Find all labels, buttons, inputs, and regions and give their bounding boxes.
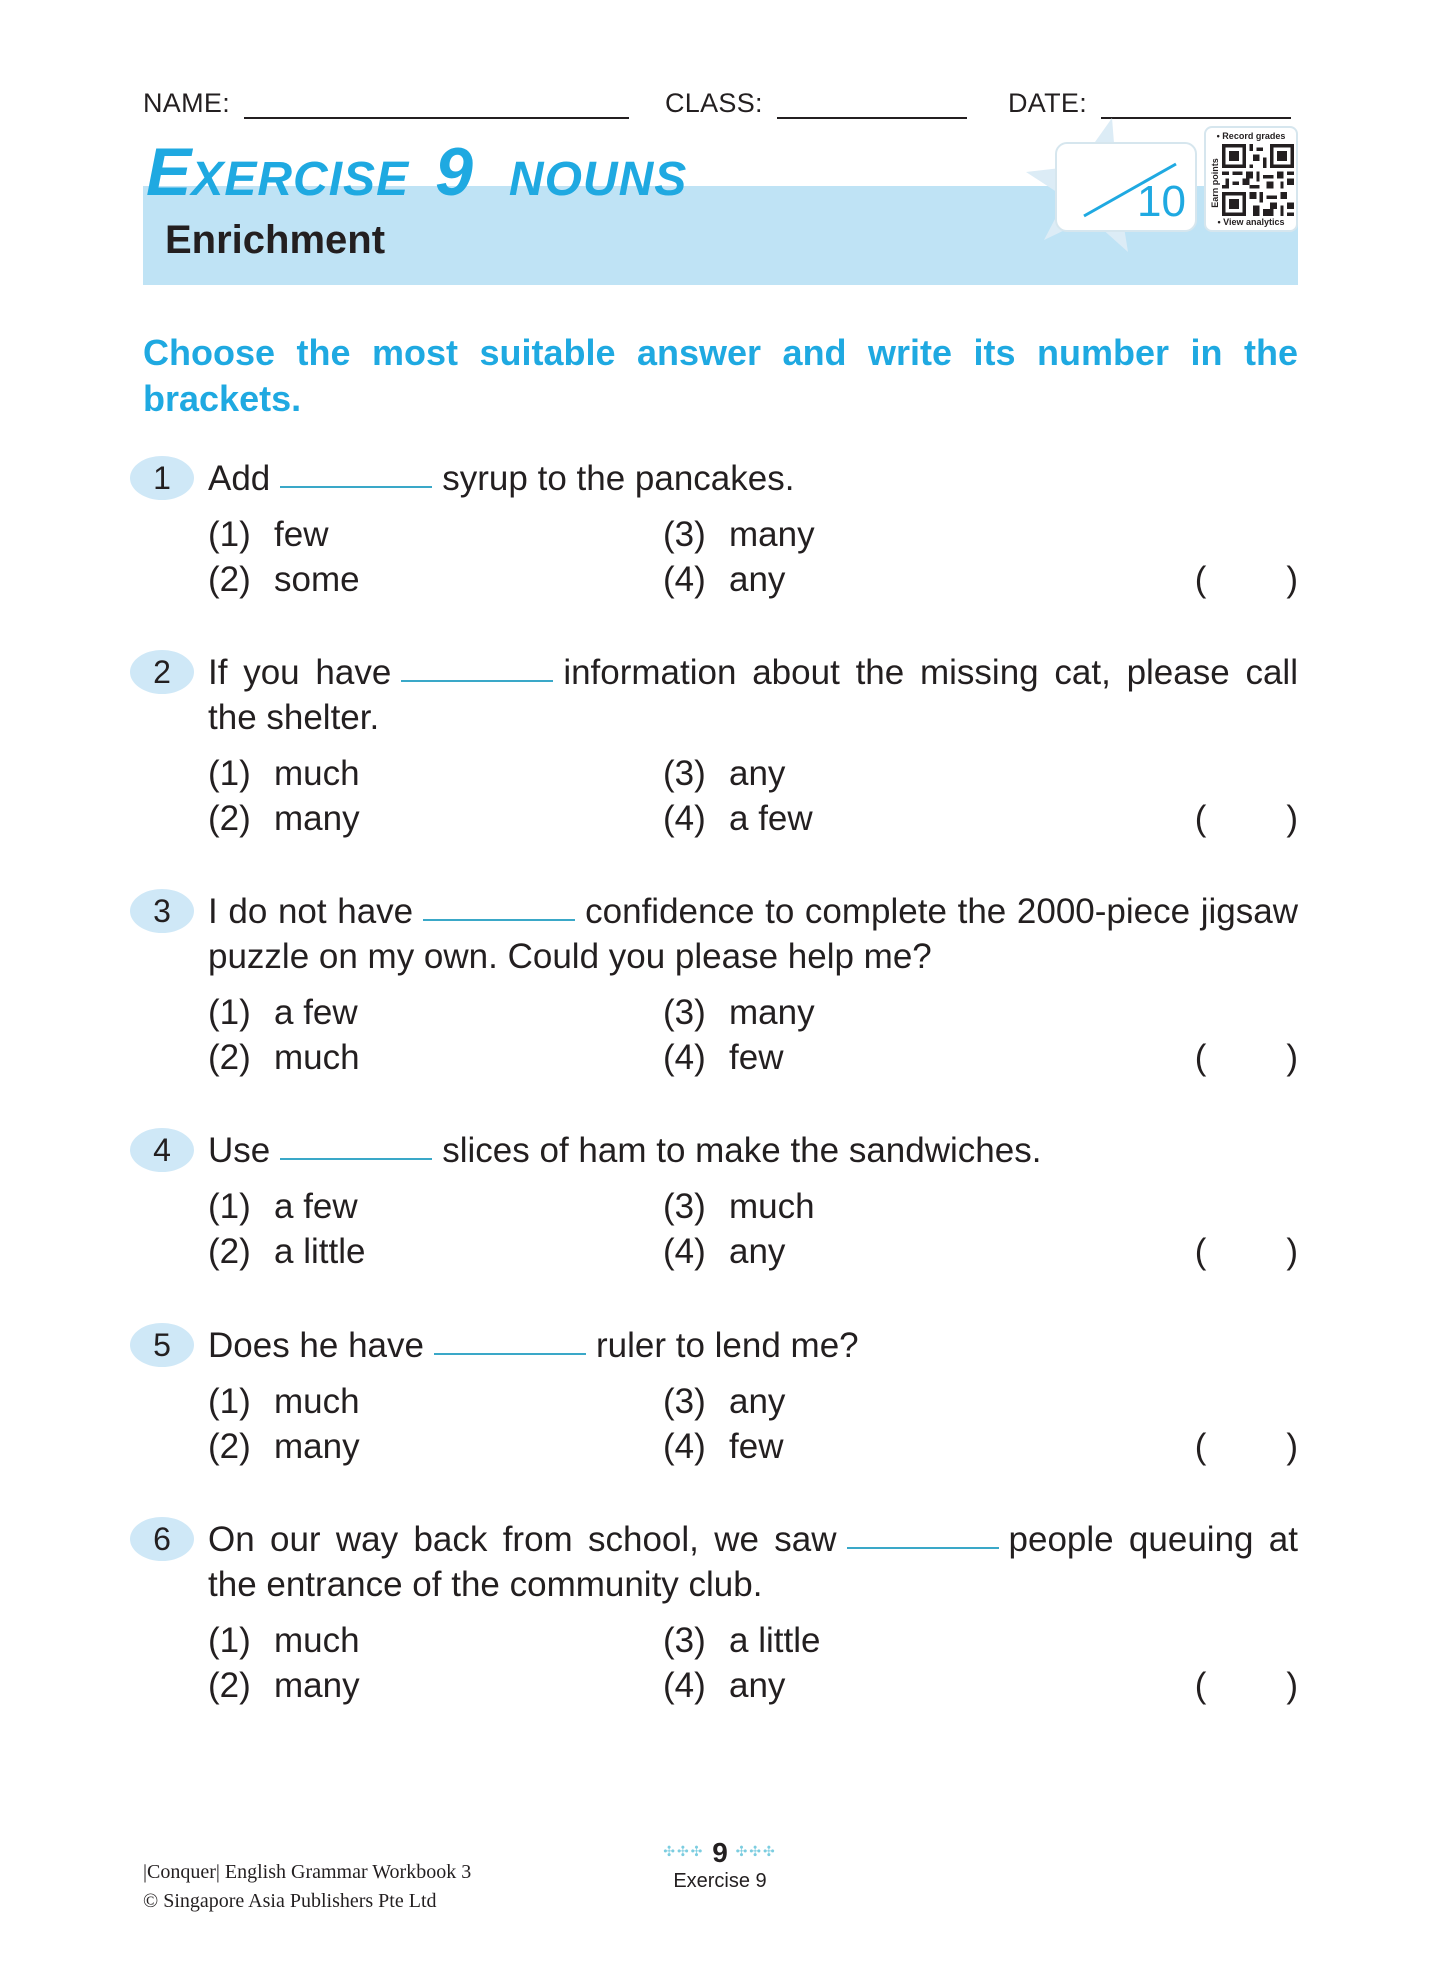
option-text: any <box>729 754 786 793</box>
class-label: CLASS: <box>665 88 763 118</box>
question-text <box>208 1323 1298 1368</box>
option-text: many <box>729 993 815 1032</box>
option-text: a few <box>274 1187 358 1226</box>
option-number: (4) <box>663 1232 706 1271</box>
option-text: many <box>274 799 360 838</box>
option-number: (3) <box>663 515 706 554</box>
bracket-close: ) <box>1286 560 1298 599</box>
bracket-open: ( <box>1194 1232 1207 1271</box>
option-1 <box>208 1184 358 1229</box>
question-text <box>208 1128 1298 1173</box>
option-2 <box>208 557 360 602</box>
bracket-open: ( <box>1194 1427 1207 1466</box>
answer-brackets[interactable] <box>1195 1424 1298 1469</box>
option-number: (3) <box>663 993 706 1032</box>
bracket-open: ( <box>1194 1666 1207 1705</box>
score-total: 10 <box>1137 177 1186 226</box>
option-3 <box>663 1379 785 1424</box>
option-number: (3) <box>663 1382 706 1421</box>
option-number: (3) <box>663 754 706 793</box>
answer-blank <box>423 917 575 921</box>
option-number: (4) <box>663 560 706 599</box>
option-number: (4) <box>663 1427 706 1466</box>
exercise-number: 9 <box>435 134 473 210</box>
option-text: much <box>729 1187 815 1226</box>
title-word: XERCISE <box>191 153 410 206</box>
bracket-close: ) <box>1286 1038 1298 1077</box>
page-number-row <box>660 1836 780 1868</box>
option-text: a little <box>274 1232 366 1271</box>
class-field[interactable] <box>665 88 967 119</box>
answer-blank <box>280 484 432 488</box>
option-text: many <box>274 1666 360 1705</box>
option-number: (4) <box>663 1038 706 1077</box>
option-4 <box>663 557 785 602</box>
option-1 <box>208 512 328 557</box>
option-2 <box>208 1663 360 1708</box>
bracket-open: ( <box>1194 1038 1207 1077</box>
answer-brackets[interactable] <box>1195 1663 1298 1708</box>
option-number: (1) <box>208 754 251 793</box>
qr-earn-points: Earn points <box>1209 158 1220 208</box>
option-3 <box>663 1618 820 1663</box>
option-number: (1) <box>208 1382 251 1421</box>
question-text-before: I do not have <box>208 892 414 931</box>
question-text-before: If you have <box>208 653 392 692</box>
bracket-close: ) <box>1286 1232 1298 1271</box>
option-text: few <box>729 1038 784 1077</box>
option-1 <box>208 1379 360 1424</box>
option-text: much <box>274 1038 360 1077</box>
qr-view-analytics: • View analytics <box>1217 217 1285 227</box>
option-text: much <box>274 754 360 793</box>
question-text-before: Add <box>208 459 271 498</box>
answer-brackets[interactable] <box>1195 1035 1298 1080</box>
option-1 <box>208 990 358 1035</box>
question-number-badge: 6 <box>130 1517 194 1561</box>
bracket-open: ( <box>1194 560 1207 599</box>
question-text <box>208 889 1298 979</box>
option-number: (2) <box>208 560 251 599</box>
option-3 <box>663 990 815 1035</box>
option-4 <box>663 796 813 841</box>
answer-brackets[interactable] <box>1195 1229 1298 1274</box>
option-number: (2) <box>208 1427 251 1466</box>
option-1 <box>208 751 360 796</box>
footer-credits <box>143 1858 471 1916</box>
name-line[interactable] <box>244 93 629 119</box>
option-number: (3) <box>663 1621 706 1660</box>
option-text: many <box>729 515 815 554</box>
option-text: a few <box>274 993 358 1032</box>
option-text: few <box>274 515 329 554</box>
question-number-badge: 4 <box>130 1128 194 1172</box>
option-2 <box>208 1424 360 1469</box>
option-3 <box>663 1184 815 1229</box>
option-number: (2) <box>208 1666 251 1705</box>
class-line[interactable] <box>777 93 967 119</box>
question-text-after: ruler to lend me? <box>595 1326 859 1365</box>
option-4 <box>663 1663 785 1708</box>
qr-record-grades: • Record grades <box>1216 131 1286 141</box>
option-text: a little <box>729 1621 821 1660</box>
question-number-badge: 3 <box>130 889 194 933</box>
option-2 <box>208 1229 365 1274</box>
decorative-dots-icon: ✣✣✣ <box>735 1843 777 1859</box>
name-label: NAME: <box>143 88 231 118</box>
page-footer <box>660 1836 780 1894</box>
option-text: few <box>729 1427 784 1466</box>
question-text-before: On our way back from school, we saw <box>208 1520 837 1559</box>
bracket-close: ) <box>1286 799 1298 838</box>
option-4 <box>663 1424 783 1469</box>
question-text <box>208 1517 1298 1607</box>
option-4 <box>663 1035 783 1080</box>
option-number: (1) <box>208 1187 251 1226</box>
question-text <box>208 650 1298 740</box>
exercise-topic: NOUNS <box>508 153 688 206</box>
option-1 <box>208 1618 360 1663</box>
section-subtitle: Enrichment <box>165 218 386 262</box>
question-text-after: syrup to the pancakes. <box>442 459 795 498</box>
question-text-after: confidence to complete the 2000-piece jigsaw puzzle on my own. Could you please help me? <box>208 892 1298 976</box>
decorative-dots-icon: ✣✣✣ <box>663 1843 705 1859</box>
option-3 <box>663 751 785 796</box>
option-number: (4) <box>663 799 706 838</box>
answer-blank <box>434 1351 586 1355</box>
page-label: Exercise 9 <box>673 1870 767 1892</box>
instruction-text: Choose the most suitable answer and write its number in the brackets. <box>143 332 1298 419</box>
exercise-title <box>146 134 688 210</box>
qr-code-icon[interactable] <box>1222 144 1294 216</box>
date-label: DATE: <box>1008 88 1088 118</box>
option-text: some <box>274 560 360 599</box>
option-number: (2) <box>208 799 251 838</box>
book-title: |Conquer| English Grammar Workbook 3 <box>143 1861 472 1883</box>
option-text: any <box>729 560 786 599</box>
option-text: any <box>729 1382 786 1421</box>
question-text-after: slices of ham to make the sandwiches. <box>442 1131 1042 1170</box>
option-number: (2) <box>208 1232 251 1271</box>
question-text-before: Use <box>208 1131 271 1170</box>
option-4 <box>663 1229 785 1274</box>
answer-brackets[interactable] <box>1195 796 1298 841</box>
option-text: any <box>729 1232 786 1271</box>
option-number: (1) <box>208 1621 251 1660</box>
page-number: 9 <box>712 1837 728 1868</box>
question-number-badge: 5 <box>130 1323 194 1367</box>
option-text: a few <box>729 799 813 838</box>
answer-blank <box>280 1156 432 1160</box>
bracket-close: ) <box>1286 1427 1298 1466</box>
question-text-after: information about the missing cat, please call the shelter. <box>208 653 1298 737</box>
option-number: (4) <box>663 1666 706 1705</box>
question-text-before: Does he have <box>208 1326 424 1365</box>
question-text <box>208 456 1298 501</box>
answer-brackets[interactable] <box>1195 557 1298 602</box>
name-field[interactable] <box>143 88 629 119</box>
bracket-open: ( <box>1194 799 1207 838</box>
option-3 <box>663 512 815 557</box>
option-text: any <box>729 1666 786 1705</box>
qr-code-panel[interactable] <box>1204 126 1298 232</box>
answer-blank <box>401 678 553 682</box>
option-text: much <box>274 1621 360 1660</box>
question-number-badge: 2 <box>130 650 194 694</box>
option-2 <box>208 1035 360 1080</box>
option-text: much <box>274 1382 360 1421</box>
question-text-after: people queuing at the entrance of the community club. <box>208 1520 1298 1604</box>
answer-blank <box>847 1545 999 1549</box>
option-number: (1) <box>208 515 251 554</box>
option-2 <box>208 796 360 841</box>
option-number: (2) <box>208 1038 251 1077</box>
title-initial: E <box>146 134 192 210</box>
option-text: many <box>274 1427 360 1466</box>
option-number: (1) <box>208 993 251 1032</box>
question-number-badge: 1 <box>130 456 194 500</box>
option-number: (3) <box>663 1187 706 1226</box>
bracket-close: ) <box>1286 1666 1298 1705</box>
copyright: © Singapore Asia Publishers Pte Ltd <box>143 1890 437 1912</box>
